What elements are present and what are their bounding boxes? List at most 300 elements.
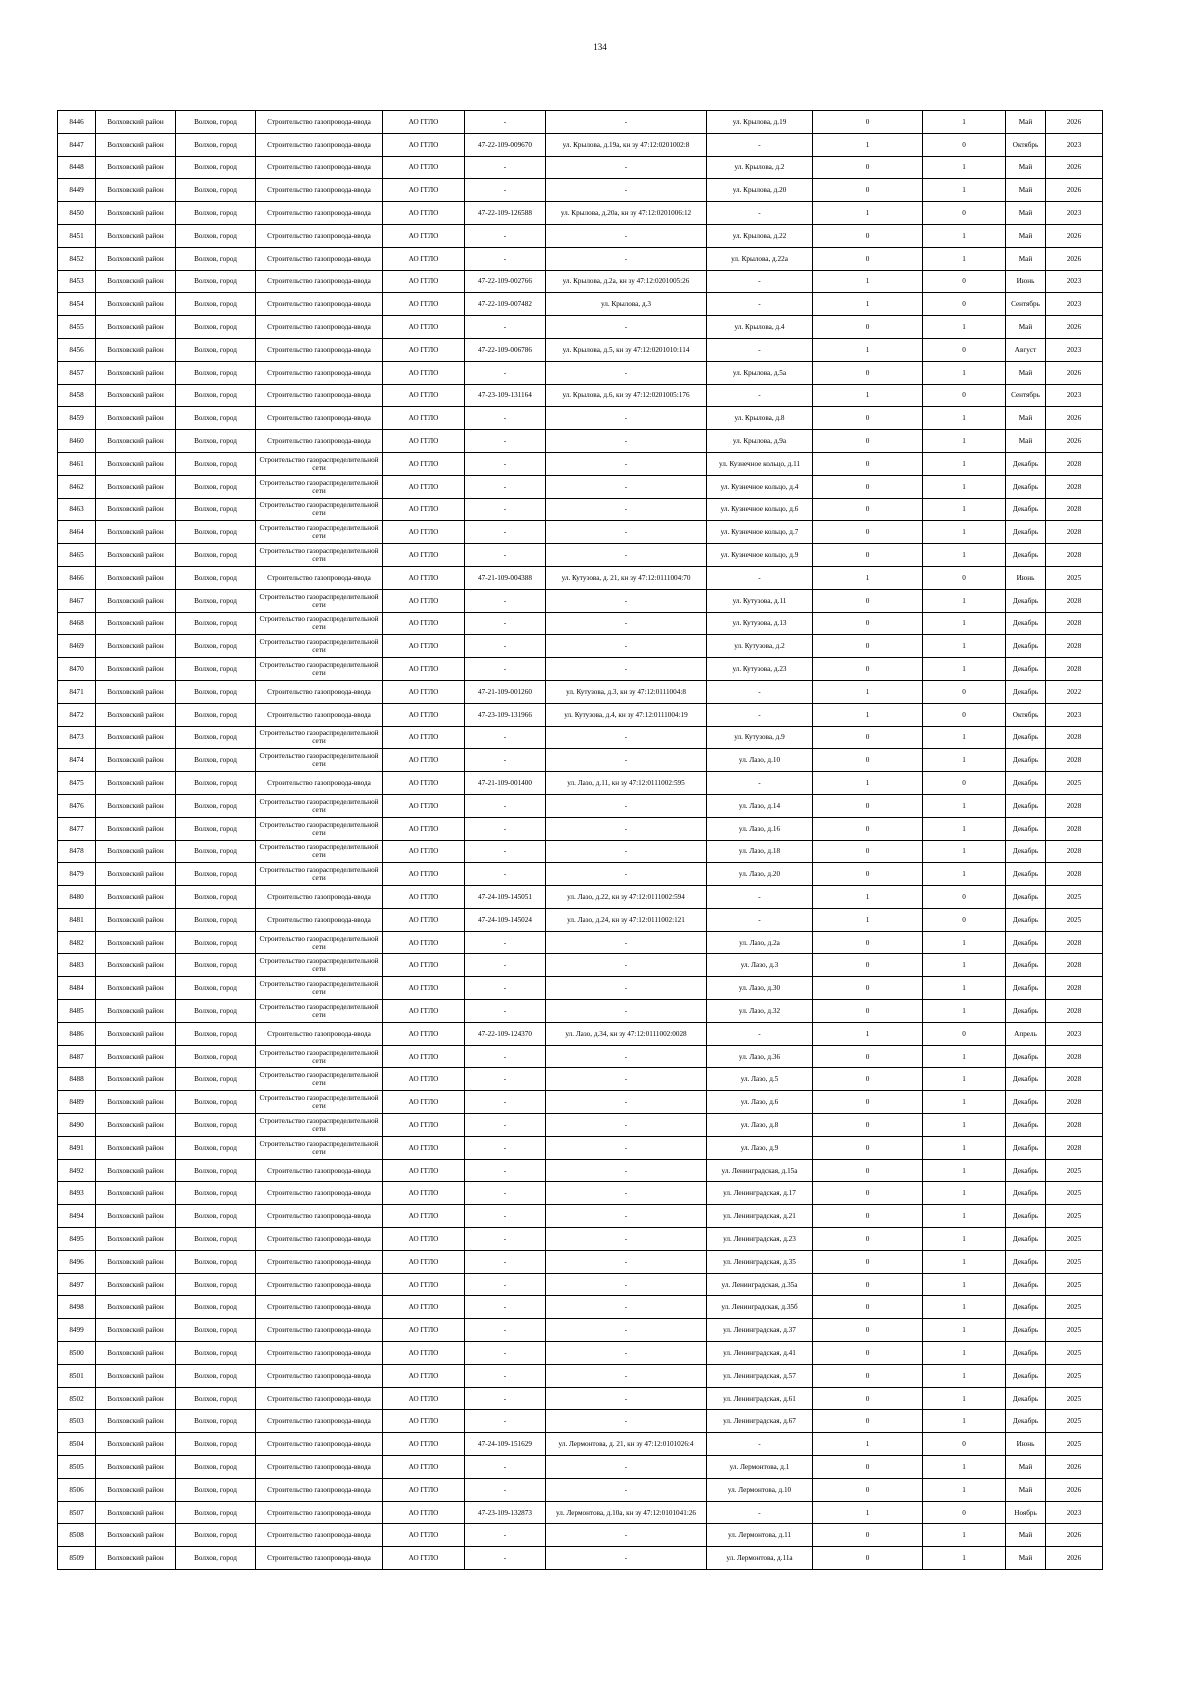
year-cell: 2026 xyxy=(1046,111,1103,134)
table-row xyxy=(58,1273,1103,1296)
table-row xyxy=(58,1296,1103,1319)
address-cell: ул. Крылова, д.2 xyxy=(707,156,813,179)
work-type-cell: Строительство газопровода-ввода xyxy=(256,1478,383,1501)
district-cell: Волховский район xyxy=(96,384,176,407)
month-cell: Декабрь xyxy=(1006,521,1046,544)
permit-number-cell: - xyxy=(465,954,546,977)
organization-cell: АО ГГЛО xyxy=(383,475,465,498)
address-with-cadastral-cell: - xyxy=(546,977,707,1000)
settlement-cell: Волхов, город xyxy=(176,1319,256,1342)
flag-b-cell: 1 xyxy=(923,544,1006,567)
permit-number-cell: - xyxy=(465,1068,546,1091)
flag-a-cell: 0 xyxy=(813,1091,923,1114)
flag-a-cell: 1 xyxy=(813,1501,923,1524)
table-row xyxy=(58,1228,1103,1251)
row-number: 8481 xyxy=(58,908,96,931)
address-with-cadastral-cell: - xyxy=(546,430,707,453)
address-with-cadastral-cell: ул. Лермонтова, д.10а, кн зу 47:12:0101041:26 xyxy=(546,1501,707,1524)
flag-b-cell: 0 xyxy=(923,293,1006,316)
organization-cell: АО ГГЛО xyxy=(383,1182,465,1205)
address-with-cadastral-cell: - xyxy=(546,452,707,475)
organization-cell: АО ГГЛО xyxy=(383,886,465,909)
organization-cell: АО ГГЛО xyxy=(383,1045,465,1068)
flag-a-cell: 0 xyxy=(813,977,923,1000)
row-number: 8458 xyxy=(58,384,96,407)
row-number: 8455 xyxy=(58,316,96,339)
year-cell: 2026 xyxy=(1046,407,1103,430)
district-cell: Волховский район xyxy=(96,1524,176,1547)
flag-a-cell: 1 xyxy=(813,202,923,225)
address-cell: ул. Лазо, д.10 xyxy=(707,749,813,772)
row-number: 8506 xyxy=(58,1478,96,1501)
organization-cell: АО ГГЛО xyxy=(383,680,465,703)
flag-b-cell: 1 xyxy=(923,498,1006,521)
address-with-cadastral-cell: ул. Лазо, д.22, кн зу 47:12:0111002:594 xyxy=(546,886,707,909)
settlement-cell: Волхов, город xyxy=(176,680,256,703)
month-cell: Май xyxy=(1006,1456,1046,1479)
flag-a-cell: 0 xyxy=(813,544,923,567)
district-cell: Волховский район xyxy=(96,886,176,909)
month-cell: Декабрь xyxy=(1006,1342,1046,1365)
table-row xyxy=(58,589,1103,612)
year-cell: 2025 xyxy=(1046,566,1103,589)
flag-b-cell: 1 xyxy=(923,1478,1006,1501)
year-cell: 2025 xyxy=(1046,1296,1103,1319)
address-cell: ул. Кутузова, д.9 xyxy=(707,726,813,749)
district-cell: Волховский район xyxy=(96,1319,176,1342)
month-cell: Декабрь xyxy=(1006,1296,1046,1319)
year-cell: 2026 xyxy=(1046,156,1103,179)
flag-b-cell: 1 xyxy=(923,977,1006,1000)
flag-a-cell: 0 xyxy=(813,247,923,270)
row-number: 8454 xyxy=(58,293,96,316)
permit-number-cell: 47-24-109-145024 xyxy=(465,908,546,931)
district-cell: Волховский район xyxy=(96,1410,176,1433)
row-number: 8457 xyxy=(58,361,96,384)
organization-cell: АО ГГЛО xyxy=(383,1410,465,1433)
table-row xyxy=(58,1524,1103,1547)
district-cell: Волховский район xyxy=(96,1456,176,1479)
permit-number-cell: - xyxy=(465,817,546,840)
flag-b-cell: 1 xyxy=(923,111,1006,134)
flag-a-cell: 0 xyxy=(813,452,923,475)
flag-b-cell: 1 xyxy=(923,1136,1006,1159)
settlement-cell: Волхов, город xyxy=(176,1114,256,1137)
flag-a-cell: 0 xyxy=(813,1478,923,1501)
district-cell: Волховский район xyxy=(96,931,176,954)
address-with-cadastral-cell: ул. Крылова, д.5, кн зу 47:12:0201010:114 xyxy=(546,338,707,361)
year-cell: 2023 xyxy=(1046,202,1103,225)
month-cell: Декабрь xyxy=(1006,1182,1046,1205)
address-with-cadastral-cell: - xyxy=(546,1228,707,1251)
row-number: 8475 xyxy=(58,772,96,795)
year-cell: 2022 xyxy=(1046,680,1103,703)
settlement-cell: Волхов, город xyxy=(176,1478,256,1501)
settlement-cell: Волхов, город xyxy=(176,772,256,795)
row-number: 8476 xyxy=(58,794,96,817)
permit-number-cell: - xyxy=(465,1000,546,1023)
organization-cell: АО ГГЛО xyxy=(383,635,465,658)
flag-a-cell: 0 xyxy=(813,954,923,977)
flag-a-cell: 0 xyxy=(813,817,923,840)
page-number: 134 xyxy=(593,42,607,52)
district-cell: Волховский район xyxy=(96,772,176,795)
flag-b-cell: 1 xyxy=(923,1114,1006,1137)
row-number: 8465 xyxy=(58,544,96,567)
flag-b-cell: 1 xyxy=(923,452,1006,475)
organization-cell: АО ГГЛО xyxy=(383,361,465,384)
permit-number-cell: - xyxy=(465,475,546,498)
work-type-cell: Строительство газопровода-ввода xyxy=(256,293,383,316)
table-row xyxy=(58,1364,1103,1387)
settlement-cell: Волхов, город xyxy=(176,612,256,635)
organization-cell: АО ГГЛО xyxy=(383,726,465,749)
address-cell: - xyxy=(707,772,813,795)
year-cell: 2025 xyxy=(1046,772,1103,795)
month-cell: Декабрь xyxy=(1006,1250,1046,1273)
organization-cell: АО ГГЛО xyxy=(383,1091,465,1114)
row-number: 8470 xyxy=(58,658,96,681)
year-cell: 2023 xyxy=(1046,1501,1103,1524)
flag-b-cell: 1 xyxy=(923,863,1006,886)
address-with-cadastral-cell: - xyxy=(546,316,707,339)
table-row xyxy=(58,817,1103,840)
row-number: 8450 xyxy=(58,202,96,225)
organization-cell: АО ГГЛО xyxy=(383,247,465,270)
district-cell: Волховский район xyxy=(96,544,176,567)
data-table xyxy=(57,110,1103,1570)
flag-a-cell: 0 xyxy=(813,1387,923,1410)
flag-b-cell: 0 xyxy=(923,133,1006,156)
settlement-cell: Волхов, город xyxy=(176,452,256,475)
district-cell: Волховский район xyxy=(96,566,176,589)
year-cell: 2023 xyxy=(1046,703,1103,726)
flag-b-cell: 1 xyxy=(923,179,1006,202)
year-cell: 2026 xyxy=(1046,1547,1103,1570)
table-row xyxy=(58,612,1103,635)
flag-b-cell: 1 xyxy=(923,1524,1006,1547)
address-cell: ул. Кутузова, д.23 xyxy=(707,658,813,681)
settlement-cell: Волхов, город xyxy=(176,863,256,886)
address-with-cadastral-cell: - xyxy=(546,1045,707,1068)
table-row xyxy=(58,1501,1103,1524)
year-cell: 2026 xyxy=(1046,1456,1103,1479)
address-cell: ул. Крылова, д.9а xyxy=(707,430,813,453)
flag-a-cell: 0 xyxy=(813,224,923,247)
row-number: 8460 xyxy=(58,430,96,453)
flag-a-cell: 1 xyxy=(813,338,923,361)
flag-a-cell: 0 xyxy=(813,1456,923,1479)
flag-a-cell: 0 xyxy=(813,589,923,612)
year-cell: 2028 xyxy=(1046,749,1103,772)
organization-cell: АО ГГЛО xyxy=(383,1159,465,1182)
permit-number-cell: - xyxy=(465,1478,546,1501)
table-row xyxy=(58,179,1103,202)
year-cell: 2028 xyxy=(1046,977,1103,1000)
permit-number-cell: - xyxy=(465,1114,546,1137)
address-cell: ул. Ленинградская, д.35б xyxy=(707,1296,813,1319)
settlement-cell: Волхов, город xyxy=(176,1273,256,1296)
settlement-cell: Волхов, город xyxy=(176,817,256,840)
work-type-cell: Строительство газораспределительной сети xyxy=(256,794,383,817)
address-cell: ул. Лазо, д.6 xyxy=(707,1091,813,1114)
flag-b-cell: 1 xyxy=(923,794,1006,817)
district-cell: Волховский район xyxy=(96,726,176,749)
organization-cell: АО ГГЛО xyxy=(383,179,465,202)
district-cell: Волховский район xyxy=(96,680,176,703)
district-cell: Волховский район xyxy=(96,1068,176,1091)
flag-b-cell: 1 xyxy=(923,1364,1006,1387)
table-row xyxy=(58,1000,1103,1023)
settlement-cell: Волхов, город xyxy=(176,1068,256,1091)
month-cell: Июнь xyxy=(1006,566,1046,589)
flag-a-cell: 0 xyxy=(813,863,923,886)
work-type-cell: Строительство газораспределительной сети xyxy=(256,544,383,567)
address-cell: ул. Ленинградская, д.37 xyxy=(707,1319,813,1342)
flag-a-cell: 0 xyxy=(813,1159,923,1182)
address-with-cadastral-cell: - xyxy=(546,954,707,977)
row-number: 8501 xyxy=(58,1364,96,1387)
table-row xyxy=(58,908,1103,931)
table-row xyxy=(58,658,1103,681)
address-cell: - xyxy=(707,1501,813,1524)
address-cell: ул. Ленинградская, д.35 xyxy=(707,1250,813,1273)
flag-a-cell: 1 xyxy=(813,133,923,156)
flag-b-cell: 0 xyxy=(923,202,1006,225)
address-with-cadastral-cell: - xyxy=(546,156,707,179)
organization-cell: АО ГГЛО xyxy=(383,794,465,817)
address-cell: ул. Кузнечное кольцо, д.4 xyxy=(707,475,813,498)
flag-a-cell: 0 xyxy=(813,498,923,521)
row-number: 8485 xyxy=(58,1000,96,1023)
flag-a-cell: 0 xyxy=(813,361,923,384)
table-row xyxy=(58,1410,1103,1433)
district-cell: Волховский район xyxy=(96,1478,176,1501)
permit-number-cell: - xyxy=(465,407,546,430)
year-cell: 2028 xyxy=(1046,726,1103,749)
table-row xyxy=(58,156,1103,179)
permit-number-cell: 47-23-109-131164 xyxy=(465,384,546,407)
organization-cell: АО ГГЛО xyxy=(383,338,465,361)
address-cell: - xyxy=(707,384,813,407)
organization-cell: АО ГГЛО xyxy=(383,840,465,863)
address-cell: - xyxy=(707,886,813,909)
address-with-cadastral-cell: ул. Крылова, д.3 xyxy=(546,293,707,316)
organization-cell: АО ГГЛО xyxy=(383,612,465,635)
flag-a-cell: 1 xyxy=(813,886,923,909)
district-cell: Волховский район xyxy=(96,247,176,270)
year-cell: 2028 xyxy=(1046,1091,1103,1114)
flag-b-cell: 1 xyxy=(923,1182,1006,1205)
table-row xyxy=(58,749,1103,772)
work-type-cell: Строительство газораспределительной сети xyxy=(256,749,383,772)
settlement-cell: Волхов, город xyxy=(176,316,256,339)
address-cell: ул. Лермонтова, д.10 xyxy=(707,1478,813,1501)
work-type-cell: Строительство газораспределительной сети xyxy=(256,817,383,840)
month-cell: Май xyxy=(1006,111,1046,134)
flag-b-cell: 1 xyxy=(923,316,1006,339)
settlement-cell: Волхов, город xyxy=(176,658,256,681)
flag-a-cell: 0 xyxy=(813,1410,923,1433)
permit-number-cell: - xyxy=(465,635,546,658)
row-number: 8488 xyxy=(58,1068,96,1091)
flag-b-cell: 0 xyxy=(923,338,1006,361)
settlement-cell: Волхов, город xyxy=(176,293,256,316)
flag-a-cell: 0 xyxy=(813,749,923,772)
row-number: 8502 xyxy=(58,1387,96,1410)
table-row xyxy=(58,726,1103,749)
settlement-cell: Волхов, город xyxy=(176,521,256,544)
address-cell: ул. Крылова, д.4 xyxy=(707,316,813,339)
table-row xyxy=(58,452,1103,475)
permit-number-cell: 47-22-109-126588 xyxy=(465,202,546,225)
table-row xyxy=(58,521,1103,544)
work-type-cell: Строительство газораспределительной сети xyxy=(256,1091,383,1114)
table-row xyxy=(58,293,1103,316)
work-type-cell: Строительство газопровода-ввода xyxy=(256,1205,383,1228)
settlement-cell: Волхов, город xyxy=(176,224,256,247)
address-with-cadastral-cell: ул. Лермонтова, д. 21, кн зу 47:12:0101026:4 xyxy=(546,1433,707,1456)
flag-a-cell: 0 xyxy=(813,1068,923,1091)
address-with-cadastral-cell: - xyxy=(546,475,707,498)
flag-a-cell: 0 xyxy=(813,156,923,179)
flag-b-cell: 0 xyxy=(923,772,1006,795)
permit-number-cell: - xyxy=(465,1547,546,1570)
flag-b-cell: 1 xyxy=(923,1159,1006,1182)
flag-b-cell: 1 xyxy=(923,658,1006,681)
work-type-cell: Строительство газораспределительной сети xyxy=(256,1068,383,1091)
year-cell: 2028 xyxy=(1046,817,1103,840)
table-row xyxy=(58,316,1103,339)
address-cell: ул. Крылова, д.22 xyxy=(707,224,813,247)
address-with-cadastral-cell: - xyxy=(546,1205,707,1228)
work-type-cell: Строительство газопровода-ввода xyxy=(256,1433,383,1456)
address-cell: ул. Ленинградская, д.61 xyxy=(707,1387,813,1410)
organization-cell: АО ГГЛО xyxy=(383,1205,465,1228)
organization-cell: АО ГГЛО xyxy=(383,749,465,772)
work-type-cell: Строительство газораспределительной сети xyxy=(256,1000,383,1023)
year-cell: 2028 xyxy=(1046,544,1103,567)
district-cell: Волховский район xyxy=(96,863,176,886)
address-with-cadastral-cell: ул. Крылова, д.2а, кн зу 47:12:0201005:26 xyxy=(546,270,707,293)
settlement-cell: Волхов, город xyxy=(176,270,256,293)
flag-a-cell: 0 xyxy=(813,179,923,202)
organization-cell: АО ГГЛО xyxy=(383,202,465,225)
month-cell: Май xyxy=(1006,1478,1046,1501)
settlement-cell: Волхов, город xyxy=(176,840,256,863)
month-cell: Декабрь xyxy=(1006,1364,1046,1387)
work-type-cell: Строительство газораспределительной сети xyxy=(256,658,383,681)
row-number: 8490 xyxy=(58,1114,96,1137)
year-cell: 2028 xyxy=(1046,635,1103,658)
table-row xyxy=(58,498,1103,521)
organization-cell: АО ГГЛО xyxy=(383,1524,465,1547)
settlement-cell: Волхов, город xyxy=(176,1410,256,1433)
flag-b-cell: 0 xyxy=(923,1501,1006,1524)
permit-number-cell: - xyxy=(465,1456,546,1479)
address-with-cadastral-cell: - xyxy=(546,612,707,635)
table-row xyxy=(58,1022,1103,1045)
district-cell: Волховский район xyxy=(96,498,176,521)
month-cell: Декабрь xyxy=(1006,1410,1046,1433)
row-number: 8504 xyxy=(58,1433,96,1456)
address-with-cadastral-cell: - xyxy=(546,111,707,134)
month-cell: Май xyxy=(1006,316,1046,339)
month-cell: Май xyxy=(1006,407,1046,430)
organization-cell: АО ГГЛО xyxy=(383,270,465,293)
address-cell: - xyxy=(707,293,813,316)
month-cell: Май xyxy=(1006,1524,1046,1547)
month-cell: Май xyxy=(1006,1547,1046,1570)
flag-b-cell: 0 xyxy=(923,680,1006,703)
organization-cell: АО ГГЛО xyxy=(383,1296,465,1319)
address-cell: ул. Лазо, д.8 xyxy=(707,1114,813,1137)
address-with-cadastral-cell: - xyxy=(546,817,707,840)
address-cell: ул. Лазо, д.18 xyxy=(707,840,813,863)
organization-cell: АО ГГЛО xyxy=(383,1000,465,1023)
flag-a-cell: 0 xyxy=(813,111,923,134)
year-cell: 2025 xyxy=(1046,1433,1103,1456)
permit-number-cell: 47-23-109-132873 xyxy=(465,1501,546,1524)
work-type-cell: Строительство газопровода-ввода xyxy=(256,1547,383,1570)
address-cell: ул. Кузнечное кольцо, д.6 xyxy=(707,498,813,521)
flag-b-cell: 1 xyxy=(923,521,1006,544)
organization-cell: АО ГГЛО xyxy=(383,772,465,795)
year-cell: 2025 xyxy=(1046,1205,1103,1228)
work-type-cell: Строительство газопровода-ввода xyxy=(256,1456,383,1479)
year-cell: 2028 xyxy=(1046,1136,1103,1159)
year-cell: 2026 xyxy=(1046,316,1103,339)
flag-a-cell: 0 xyxy=(813,658,923,681)
district-cell: Волховский район xyxy=(96,1364,176,1387)
year-cell: 2028 xyxy=(1046,1068,1103,1091)
work-type-cell: Строительство газопровода-ввода xyxy=(256,338,383,361)
settlement-cell: Волхов, город xyxy=(176,749,256,772)
address-cell: ул. Кутузова, д.2 xyxy=(707,635,813,658)
table-row xyxy=(58,384,1103,407)
month-cell: Ноябрь xyxy=(1006,1501,1046,1524)
organization-cell: АО ГГЛО xyxy=(383,908,465,931)
flag-a-cell: 1 xyxy=(813,908,923,931)
address-cell: ул. Ленинградская, д.23 xyxy=(707,1228,813,1251)
organization-cell: АО ГГЛО xyxy=(383,224,465,247)
address-with-cadastral-cell: ул. Лазо, д.24, кн зу 47:12:0111002:121 xyxy=(546,908,707,931)
permit-number-cell: - xyxy=(465,1342,546,1365)
work-type-cell: Строительство газопровода-ввода xyxy=(256,908,383,931)
flag-a-cell: 0 xyxy=(813,1114,923,1137)
settlement-cell: Волхов, город xyxy=(176,977,256,1000)
settlement-cell: Волхов, город xyxy=(176,133,256,156)
address-with-cadastral-cell: ул. Кутузова, д.4, кн зу 47:12:0111004:19 xyxy=(546,703,707,726)
year-cell: 2026 xyxy=(1046,430,1103,453)
month-cell: Декабрь xyxy=(1006,1000,1046,1023)
flag-b-cell: 0 xyxy=(923,1433,1006,1456)
table-row xyxy=(58,794,1103,817)
address-cell: ул. Крылова, д.5а xyxy=(707,361,813,384)
row-number: 8466 xyxy=(58,566,96,589)
address-with-cadastral-cell: - xyxy=(546,1273,707,1296)
year-cell: 2025 xyxy=(1046,1228,1103,1251)
district-cell: Волховский район xyxy=(96,817,176,840)
table-row xyxy=(58,1456,1103,1479)
address-with-cadastral-cell: - xyxy=(546,1091,707,1114)
work-type-cell: Строительство газопровода-ввода xyxy=(256,430,383,453)
flag-a-cell: 0 xyxy=(813,1524,923,1547)
address-with-cadastral-cell: - xyxy=(546,635,707,658)
flag-a-cell: 0 xyxy=(813,1045,923,1068)
year-cell: 2025 xyxy=(1046,1319,1103,1342)
organization-cell: АО ГГЛО xyxy=(383,1136,465,1159)
